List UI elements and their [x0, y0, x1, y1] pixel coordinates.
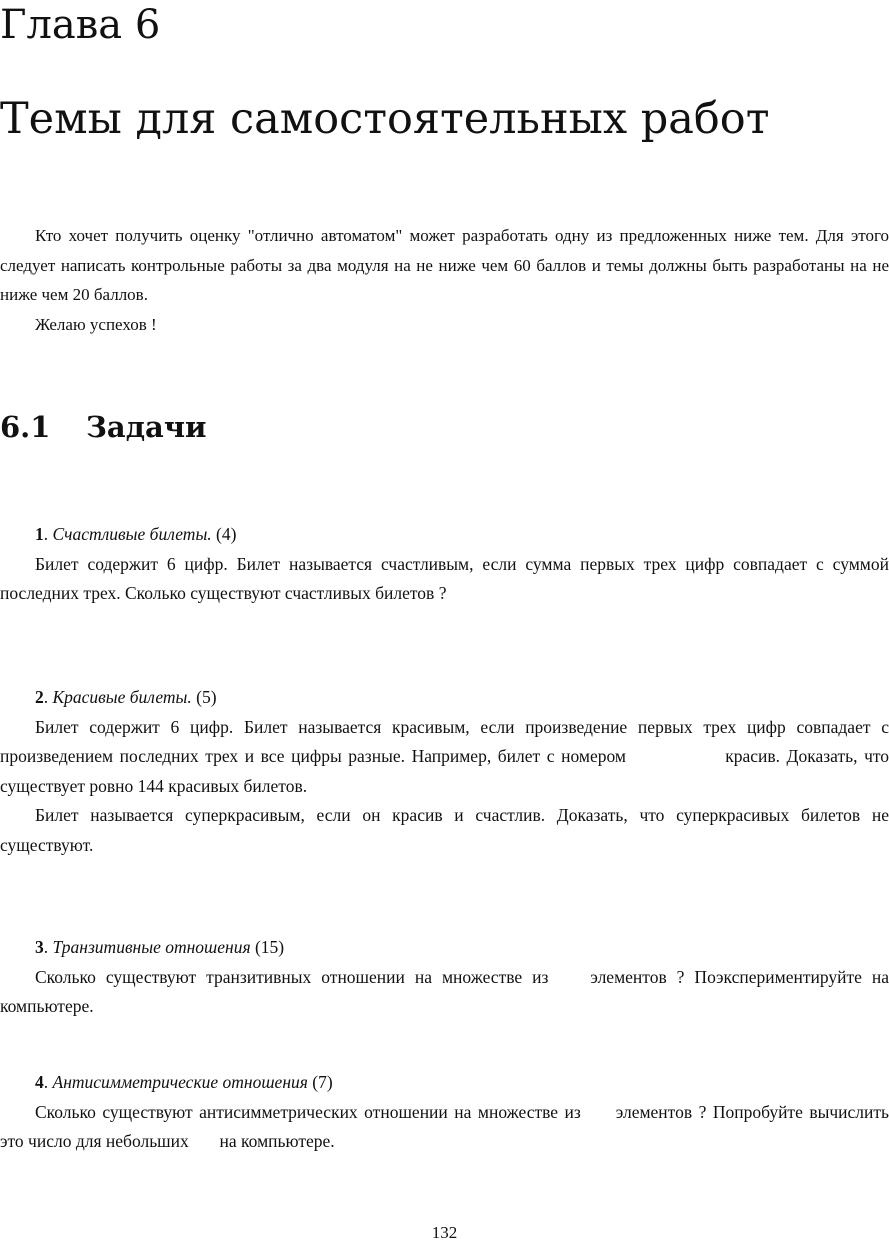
problem-text-part: на компьютере.	[219, 1131, 335, 1152]
problem-points: (5)	[196, 687, 217, 707]
chapter-label: Глава 6	[0, 2, 161, 48]
problem-text	[0, 1098, 889, 1157]
problem-title: Красивые билеты.	[52, 687, 192, 707]
problem-2	[0, 683, 889, 861]
problem-header: 1. Счастливые билеты. (4)	[35, 524, 237, 544]
problem-title: Антисимметрические отношения	[52, 1072, 308, 1092]
problem-text-part: элементов ? Попробуйте вычислить это число для небольших	[0, 1101, 889, 1152]
problem-points: (7)	[312, 1072, 333, 1092]
problem-text: Билет называется суперкрасивым, если он красив и счастлив. Доказать, что суперкрасивых билетов не существуют.	[0, 805, 889, 855]
chapter-title: Темы для самостоятельных работ	[0, 94, 770, 144]
problem-points: (15)	[254, 937, 285, 957]
intro-paragraph: Кто хочет получить оценку "отлично автоматом" может разработать одну из предложенных ниже тем. Для этого следует написать контрольные работы за два модуля на не ниже чем 60 баллов и темы должны быть разработаны на не ниже чем 20 баллов.	[0, 226, 889, 305]
problem-points: (4)	[216, 524, 237, 544]
problem-3	[0, 933, 889, 1022]
page-number: 132	[431, 1223, 458, 1242]
problem-text	[0, 963, 889, 1022]
problem-text	[0, 713, 889, 802]
intro-wish: Желаю успехов !	[35, 314, 157, 334]
problem-title: Транзитивные отношения	[52, 937, 251, 957]
problem-text-part: элементов ? Поэкспериментируйте на компьютере.	[0, 966, 889, 1017]
section-heading	[0, 408, 207, 446]
problem-text-part: Сколько существуют антисимметрических отношении на множестве из	[35, 1101, 581, 1122]
problem-title: Счастливые билеты.	[52, 524, 212, 544]
problem-header: 3. Транзитивные отношения (15)	[35, 937, 285, 957]
problem-number: 3	[35, 937, 44, 957]
problem-4	[0, 1068, 889, 1157]
problem-number: 2	[35, 687, 44, 707]
section-number: 6.1	[0, 410, 51, 444]
section-title: Задачи	[86, 410, 207, 444]
problem-number: 4	[35, 1072, 44, 1092]
problem-1	[0, 520, 889, 609]
intro-text	[0, 221, 889, 339]
problem-text: Билет содержит 6 цифр. Билет называется счастливым, если сумма первых трех цифр совпадает с суммой последних трех. Сколько существуют счастливых билетов ?	[0, 553, 889, 604]
problem-header: 2. Красивые билеты. (5)	[35, 687, 217, 707]
problem-header: 4. Антисимметрические отношения (7)	[35, 1072, 333, 1092]
problem-text-part: Сколько существуют транзитивных отношении на множестве из	[35, 966, 549, 987]
problem-text-part: Билет содержит 6 цифр. Билет называется красивым, если произведение первых трех цифр совпадает с произведением последних трех и все цифры разные. Например, билет с номером	[0, 716, 889, 767]
problem-text-part: красив. Доказать, что существует ровно 144 красивых билетов.	[0, 746, 889, 796]
problem-number: 1	[35, 524, 44, 544]
